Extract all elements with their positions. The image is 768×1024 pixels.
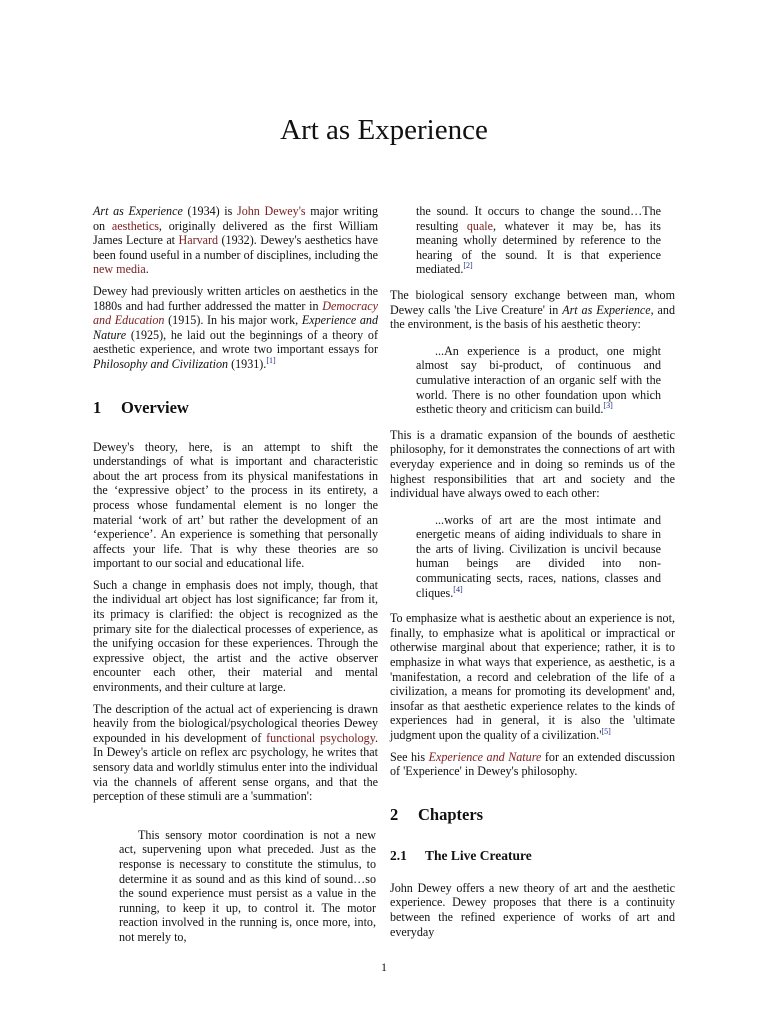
section-number: 1 xyxy=(93,397,102,417)
subsection-heading-live-creature xyxy=(390,847,675,865)
section-heading-chapters xyxy=(390,805,675,825)
text: (1934) is xyxy=(182,204,237,218)
work-title: Art as Experience xyxy=(93,204,183,218)
text: To emphasize what is aesthetic about an experience is not, finally, to emphasize what is apolitical or impractical or otherwise marginal about that experience; rather, it is to emphasize in what ways that experience, as aesthetic, is a 'manifestation, a record and celebration of the life of a civilization, a means for promoting its development' and, insofar as that aesthetic experience relates to the kinds of experiences had in general, it is also the 'ultimate judgment upon the quality of a civilization.' xyxy=(390,611,675,742)
text: (1932). Dewey's aesthetics have been found useful in a number of disciplines, including the xyxy=(93,233,379,262)
overview-paragraph-5: This is a dramatic expansion of the bounds of aesthetic philosophy, for it demonstrates the connections of art with everyday experience and in doing so reminds us of the highest responsibilities that art and society and the individual have always owed to each other: xyxy=(390,427,675,501)
overview-paragraph-1: Dewey's theory, here, is an attempt to shift the understandings of what is important and characteristic about the art process from its physical manifestations in the ‘expressive object’ to the process in its entirety, a process whose fundamental element is no longer the material ‘work of art’ but rather the development of an ‘experience’. An experience is something that personally affects your life. That is why these theories are so important to our social and educational life. xyxy=(93,439,378,571)
experience-and-nature-link[interactable]: Experience and Nature xyxy=(428,749,542,764)
block-quote-3 xyxy=(390,513,675,601)
quale-link[interactable]: quale xyxy=(466,218,494,233)
section-number: 2 xyxy=(390,804,399,824)
section-title: Overview xyxy=(121,397,189,417)
block-quote-2 xyxy=(390,344,675,417)
section-title: Chapters xyxy=(418,804,484,824)
overview-paragraph-6 xyxy=(390,611,675,742)
functional-psychology-link[interactable]: functional psychology xyxy=(266,730,375,745)
block-quote-1-continued xyxy=(390,204,675,277)
experience-and-nature-title: Experience and Nature xyxy=(93,313,378,342)
text: (1915). In his major work, xyxy=(164,313,302,328)
citation-5[interactable]: [5] xyxy=(601,726,611,736)
left-column xyxy=(93,204,378,956)
text: ...works of art are the most intimate and energetic means of aiding individuals to share in the arts of living. Civilization is uncivil because human beings are divided into non-communicating sects, races, nations, classes and cliques. xyxy=(416,512,661,600)
overview-paragraph-2: Such a change in emphasis does not imply, though, that the individual art object has lost significance; far from it, its primacy is clarified: the object is recognized as the primary site for the dialectical processes of experience, as the unifying occasion for these experiences. Through the expressive object, the artist and the active observer encounter each other, their material and mental environments, and their culture at large. xyxy=(93,577,378,695)
block-quote-1: This sensory motor coordination is not a new act, supervening upon what preceded. Just as the response is necessary to constitute the stimulus, to determine it as sound and as this kind of sound…so the sound experience must persist as a value in the running, to keep it up, to control it. The motor reaction involved in the running is, once more, into, not merely to, xyxy=(119,827,376,944)
citation-1[interactable]: [1] xyxy=(266,355,276,365)
text: major writing on xyxy=(93,204,378,233)
citation-4[interactable]: [4] xyxy=(453,584,463,594)
book-title: Art as Experience xyxy=(562,302,651,317)
text: , whatever it may be, has its meaning wholly determined by reference to the hearing of the sound. It is that experience mediated. xyxy=(416,218,661,277)
intro-paragraph-1 xyxy=(93,204,378,277)
section-heading-overview xyxy=(93,398,378,418)
harvard-link[interactable]: Harvard xyxy=(178,233,219,248)
subsection-title: The Live Creature xyxy=(425,847,532,863)
overview-paragraph-3 xyxy=(93,702,378,804)
text: for an extended discussion of 'Experience' in Dewey's philosophy. xyxy=(390,749,675,779)
text: (1931). xyxy=(228,356,267,371)
citation-3[interactable]: [3] xyxy=(603,401,613,411)
text: The biological sensory exchange between man, whom Dewey calls 'the Live Creature' in xyxy=(390,287,675,317)
text: , originally delivered as the first William James Lecture at xyxy=(93,218,379,248)
text: the sound. It occurs to change the sound…The resulting xyxy=(416,204,661,233)
text: The description of the actual act of experiencing is drawn heavily from the biological/psychological theories Dewey expounded in his development of xyxy=(93,701,378,745)
aesthetics-link[interactable]: aesthetics xyxy=(111,218,159,233)
overview-paragraph-7 xyxy=(390,750,675,779)
text: , and the environment, is the basis of his aesthetic theory: xyxy=(390,302,676,332)
john-dewey-link[interactable]: John Dewey's xyxy=(237,204,306,218)
chapters-paragraph-1: John Dewey offers a new theory of art and the aesthetic experience. Dewey proposes that there is a continuity between the refined experience of works of art and everyday xyxy=(390,880,675,939)
philosophy-and-civilization-title: Philosophy and Civilization xyxy=(93,356,229,371)
text: Dewey had previously written articles on aesthetics in the 1880s and had further addressed the matter in xyxy=(93,283,378,313)
subsection-number: 2.1 xyxy=(390,847,407,863)
overview-paragraph-4 xyxy=(390,288,675,332)
democracy-and-education-link[interactable]: Democracy and Education xyxy=(93,298,378,328)
page-number: 1 xyxy=(381,960,387,974)
text: ...An experience is a product, one might almost say bi-product, of continuous and cumulative interaction of an organic self with the world. There is no other foundation upon which esthetic theory and criticism can build. xyxy=(416,343,661,417)
text: See his xyxy=(390,749,429,764)
text: . xyxy=(145,262,149,277)
new-media-link[interactable]: new media xyxy=(93,262,146,277)
intro-paragraph-2 xyxy=(93,284,378,372)
right-column xyxy=(390,204,675,946)
citation-2[interactable]: [2] xyxy=(463,261,473,271)
text: (1925), he laid out the beginnings of a theory of aesthetic experience, and wrote two important essays for xyxy=(93,327,378,357)
text: . In Dewey's article on reflex arc psychology, he writes that sensory data and worldly stimulus enter into the individual via the channels of afferent sense organs, and that the perception of these stimuli are a 'summation': xyxy=(93,730,378,804)
page-title: Art as Experience xyxy=(280,114,488,146)
